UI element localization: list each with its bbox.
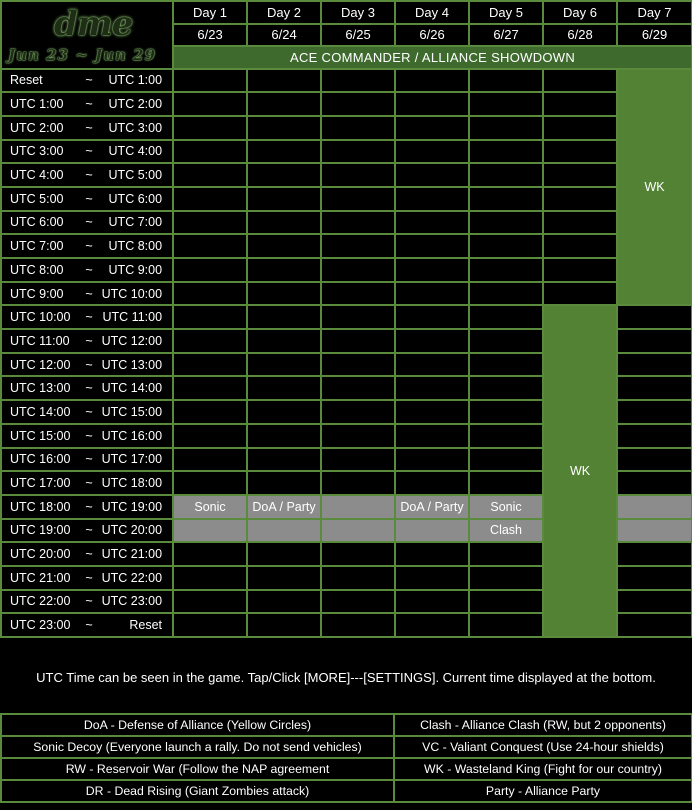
date-header: 6/26	[395, 24, 469, 47]
time-slot-row	[1, 163, 692, 187]
day-header: Day 4	[395, 1, 469, 24]
slot-separator: ~	[79, 258, 99, 282]
empty-cell	[247, 590, 321, 614]
empty-cell	[321, 424, 395, 448]
empty-cell	[173, 353, 247, 377]
empty-cell	[395, 69, 469, 93]
empty-cell	[173, 590, 247, 614]
slot-separator: ~	[79, 282, 99, 306]
empty-cell	[617, 424, 692, 448]
legend-row	[1, 714, 692, 736]
day-header: Day 2	[247, 1, 321, 24]
event-cell	[247, 519, 321, 543]
slot-separator: ~	[79, 542, 99, 566]
slot-separator: ~	[79, 140, 99, 164]
legend-entry: DoA - Defense of Alliance (Yellow Circles)	[1, 714, 394, 736]
empty-cell	[173, 163, 247, 187]
empty-cell	[321, 69, 395, 93]
legend-row	[1, 758, 692, 780]
empty-cell	[469, 613, 543, 637]
wasteland-king-block: WK	[543, 305, 617, 637]
empty-cell	[543, 234, 617, 258]
empty-cell	[617, 613, 692, 637]
empty-cell	[395, 424, 469, 448]
date-header: 6/25	[321, 24, 395, 47]
time-slot-row	[1, 305, 692, 329]
empty-cell	[173, 305, 247, 329]
slot-end-time: UTC 19:00	[99, 495, 173, 519]
empty-cell	[395, 116, 469, 140]
empty-cell	[469, 305, 543, 329]
empty-cell	[321, 353, 395, 377]
event-cell: Clash	[469, 519, 543, 543]
empty-cell	[469, 590, 543, 614]
empty-cell	[173, 376, 247, 400]
slot-start-time: UTC 19:00	[1, 519, 79, 543]
time-slot-row	[1, 92, 692, 116]
event-cell	[321, 519, 395, 543]
empty-cell	[395, 329, 469, 353]
slot-end-time: UTC 1:00	[99, 69, 173, 93]
empty-cell	[469, 116, 543, 140]
empty-cell	[321, 116, 395, 140]
empty-cell	[617, 448, 692, 472]
slot-end-time: UTC 18:00	[99, 471, 173, 495]
legend-entry: RW - Reservoir War (Follow the NAP agreement	[1, 758, 394, 780]
slot-start-time: UTC 10:00	[1, 305, 79, 329]
empty-cell	[247, 376, 321, 400]
empty-cell	[173, 258, 247, 282]
slot-start-time: UTC 22:00	[1, 590, 79, 614]
slot-end-time: UTC 22:00	[99, 566, 173, 590]
empty-cell	[247, 613, 321, 637]
empty-cell	[395, 613, 469, 637]
empty-cell	[395, 211, 469, 235]
slot-separator: ~	[79, 211, 99, 235]
slot-separator: ~	[79, 424, 99, 448]
empty-cell	[395, 566, 469, 590]
empty-cell	[247, 69, 321, 93]
empty-cell	[395, 258, 469, 282]
slot-separator: ~	[79, 163, 99, 187]
slot-separator: ~	[79, 92, 99, 116]
empty-cell	[469, 329, 543, 353]
empty-cell	[173, 116, 247, 140]
event-cell	[617, 519, 692, 543]
slot-start-time: UTC 23:00	[1, 613, 79, 637]
empty-cell	[173, 282, 247, 306]
slot-end-time: UTC 23:00	[99, 590, 173, 614]
slot-separator: ~	[79, 69, 99, 93]
empty-cell	[321, 282, 395, 306]
date-header: 6/23	[173, 24, 247, 47]
wasteland-king-block: WK	[617, 69, 692, 306]
empty-cell	[617, 566, 692, 590]
day-header: Day 3	[321, 1, 395, 24]
slot-start-time: UTC 5:00	[1, 187, 79, 211]
empty-cell	[321, 258, 395, 282]
empty-cell	[173, 400, 247, 424]
empty-cell	[617, 400, 692, 424]
empty-cell	[321, 163, 395, 187]
time-slot-rows	[1, 69, 692, 638]
empty-cell	[321, 566, 395, 590]
event-banner: ACE COMMANDER / ALLIANCE SHOWDOWN	[173, 46, 692, 69]
empty-cell	[395, 163, 469, 187]
slot-separator: ~	[79, 448, 99, 472]
event-cell	[173, 519, 247, 543]
slot-start-time: UTC 9:00	[1, 282, 79, 306]
empty-cell	[247, 424, 321, 448]
time-slot-row	[1, 211, 692, 235]
slot-start-time: UTC 4:00	[1, 163, 79, 187]
empty-cell	[469, 542, 543, 566]
legend-entry: Party - Alliance Party	[394, 780, 692, 802]
empty-cell	[173, 471, 247, 495]
slot-end-time: UTC 2:00	[99, 92, 173, 116]
slot-start-time: UTC 8:00	[1, 258, 79, 282]
empty-cell	[321, 187, 395, 211]
event-cell: DoA / Party	[395, 495, 469, 519]
day-header: Day 7	[617, 1, 692, 24]
date-header: 6/24	[247, 24, 321, 47]
empty-cell	[395, 400, 469, 424]
empty-cell	[247, 329, 321, 353]
empty-cell	[395, 542, 469, 566]
empty-cell	[173, 542, 247, 566]
slot-start-time: UTC 6:00	[1, 211, 79, 235]
empty-cell	[543, 187, 617, 211]
slot-separator: ~	[79, 187, 99, 211]
empty-cell	[395, 471, 469, 495]
slot-end-time: UTC 5:00	[99, 163, 173, 187]
slot-separator: ~	[79, 329, 99, 353]
empty-cell	[173, 234, 247, 258]
slot-end-time: UTC 7:00	[99, 211, 173, 235]
slot-start-time: UTC 14:00	[1, 400, 79, 424]
empty-cell	[247, 92, 321, 116]
slot-end-time: Reset	[99, 613, 173, 637]
empty-cell	[173, 448, 247, 472]
slot-start-time: UTC 11:00	[1, 329, 79, 353]
empty-cell	[469, 258, 543, 282]
slot-end-time: UTC 16:00	[99, 424, 173, 448]
empty-cell	[469, 92, 543, 116]
time-slot-row	[1, 234, 692, 258]
legend-row	[1, 736, 692, 758]
slot-separator: ~	[79, 613, 99, 637]
empty-cell	[543, 69, 617, 93]
slot-start-time: Reset	[1, 69, 79, 93]
empty-cell	[543, 163, 617, 187]
slot-end-time: UTC 20:00	[99, 519, 173, 543]
empty-cell	[321, 211, 395, 235]
empty-cell	[321, 471, 395, 495]
slot-start-time: UTC 15:00	[1, 424, 79, 448]
empty-cell	[247, 140, 321, 164]
empty-cell	[469, 424, 543, 448]
slot-start-time: UTC 20:00	[1, 542, 79, 566]
empty-cell	[395, 590, 469, 614]
empty-cell	[543, 282, 617, 306]
empty-cell	[247, 448, 321, 472]
empty-cell	[469, 211, 543, 235]
event-cell	[321, 495, 395, 519]
empty-cell	[247, 542, 321, 566]
empty-cell	[173, 92, 247, 116]
empty-cell	[469, 282, 543, 306]
logo	[1, 1, 173, 69]
empty-cell	[395, 353, 469, 377]
slot-start-time: UTC 17:00	[1, 471, 79, 495]
empty-cell	[617, 590, 692, 614]
empty-cell	[469, 234, 543, 258]
utc-note: UTC Time can be seen in the game. Tap/Click [MORE]---[SETTINGS]. Current time displayed at the bottom.	[36, 670, 656, 685]
empty-cell	[469, 448, 543, 472]
legend-entry: Sonic Decoy (Everyone launch a rally. Do not send vehicles)	[1, 736, 394, 758]
empty-cell	[247, 258, 321, 282]
empty-cell	[617, 471, 692, 495]
day-header: Day 5	[469, 1, 543, 24]
empty-cell	[247, 163, 321, 187]
legend-entry: DR - Dead Rising (Giant Zombies attack)	[1, 780, 394, 802]
slot-end-time: UTC 3:00	[99, 116, 173, 140]
empty-cell	[321, 376, 395, 400]
legend-rows	[1, 714, 692, 802]
slot-separator: ~	[79, 590, 99, 614]
legend-table	[0, 713, 692, 803]
empty-cell	[543, 258, 617, 282]
empty-cell	[247, 305, 321, 329]
empty-cell	[173, 424, 247, 448]
slot-separator: ~	[79, 566, 99, 590]
empty-cell	[173, 187, 247, 211]
slot-end-time: UTC 12:00	[99, 329, 173, 353]
slot-end-time: UTC 4:00	[99, 140, 173, 164]
slot-end-time: UTC 10:00	[99, 282, 173, 306]
empty-cell	[469, 376, 543, 400]
empty-cell	[469, 566, 543, 590]
empty-cell	[395, 282, 469, 306]
empty-cell	[247, 234, 321, 258]
empty-cell	[247, 353, 321, 377]
empty-cell	[395, 448, 469, 472]
empty-cell	[469, 353, 543, 377]
empty-cell	[321, 92, 395, 116]
slot-start-time: UTC 13:00	[1, 376, 79, 400]
empty-cell	[321, 613, 395, 637]
empty-cell	[173, 329, 247, 353]
slot-end-time: UTC 8:00	[99, 234, 173, 258]
empty-cell	[395, 305, 469, 329]
empty-cell	[321, 305, 395, 329]
slot-start-time: UTC 18:00	[1, 495, 79, 519]
event-cell: Sonic	[173, 495, 247, 519]
slot-separator: ~	[79, 353, 99, 377]
slot-end-time: UTC 6:00	[99, 187, 173, 211]
time-slot-row	[1, 116, 692, 140]
empty-cell	[469, 140, 543, 164]
empty-cell	[395, 140, 469, 164]
day-header-row	[1, 1, 692, 24]
empty-cell	[617, 305, 692, 329]
time-slot-row	[1, 282, 692, 306]
event-cell	[617, 495, 692, 519]
slot-start-time: UTC 21:00	[1, 566, 79, 590]
empty-cell	[395, 92, 469, 116]
empty-cell	[469, 400, 543, 424]
empty-cell	[247, 400, 321, 424]
empty-cell	[617, 376, 692, 400]
empty-cell	[469, 187, 543, 211]
empty-cell	[321, 448, 395, 472]
event-cell: DoA / Party	[247, 495, 321, 519]
time-slot-row	[1, 187, 692, 211]
empty-cell	[395, 234, 469, 258]
time-slot-row	[1, 140, 692, 164]
slot-end-time: UTC 14:00	[99, 376, 173, 400]
empty-cell	[543, 92, 617, 116]
empty-cell	[617, 329, 692, 353]
slot-separator: ~	[79, 519, 99, 543]
empty-cell	[247, 187, 321, 211]
slot-end-time: UTC 21:00	[99, 542, 173, 566]
empty-cell	[469, 471, 543, 495]
slot-end-time: UTC 17:00	[99, 448, 173, 472]
legend-entry: WK - Wasteland King (Fight for our country)	[394, 758, 692, 780]
empty-cell	[321, 234, 395, 258]
empty-cell	[321, 542, 395, 566]
event-cell	[395, 519, 469, 543]
slot-end-time: UTC 11:00	[99, 305, 173, 329]
date-header: 6/28	[543, 24, 617, 47]
empty-cell	[173, 211, 247, 235]
slot-separator: ~	[79, 471, 99, 495]
empty-cell	[469, 163, 543, 187]
slot-separator: ~	[79, 495, 99, 519]
empty-cell	[321, 590, 395, 614]
empty-cell	[173, 69, 247, 93]
empty-cell	[247, 471, 321, 495]
empty-cell	[543, 140, 617, 164]
day-header: Day 6	[543, 1, 617, 24]
empty-cell	[617, 353, 692, 377]
day-header: Day 1	[173, 1, 247, 24]
empty-cell	[395, 376, 469, 400]
empty-cell	[247, 282, 321, 306]
slot-end-time: UTC 9:00	[99, 258, 173, 282]
legend-entry: Clash - Alliance Clash (RW, but 2 opponents)	[394, 714, 692, 736]
slot-separator: ~	[79, 376, 99, 400]
slot-start-time: UTC 16:00	[1, 448, 79, 472]
empty-cell	[247, 116, 321, 140]
slot-separator: ~	[79, 234, 99, 258]
empty-cell	[173, 140, 247, 164]
empty-cell	[247, 211, 321, 235]
slot-start-time: UTC 3:00	[1, 140, 79, 164]
slot-separator: ~	[79, 305, 99, 329]
date-header: 6/27	[469, 24, 543, 47]
slot-separator: ~	[79, 116, 99, 140]
empty-cell	[543, 116, 617, 140]
slot-start-time: UTC 7:00	[1, 234, 79, 258]
event-cell: Sonic	[469, 495, 543, 519]
empty-cell	[543, 211, 617, 235]
empty-cell	[395, 187, 469, 211]
logo-dates: Jun 23 ~ Jun 29	[8, 46, 157, 64]
slot-end-time: UTC 13:00	[99, 353, 173, 377]
slot-start-time: UTC 1:00	[1, 92, 79, 116]
legend-entry: VC - Valiant Conquest (Use 24-hour shields)	[394, 736, 692, 758]
slot-start-time: UTC 12:00	[1, 353, 79, 377]
empty-cell	[321, 140, 395, 164]
logo-brand: dme	[54, 4, 133, 44]
empty-cell	[173, 613, 247, 637]
legend-row	[1, 780, 692, 802]
time-slot-row	[1, 258, 692, 282]
slot-separator: ~	[79, 400, 99, 424]
empty-cell	[321, 400, 395, 424]
slot-start-time: UTC 2:00	[1, 116, 79, 140]
empty-cell	[247, 566, 321, 590]
date-header: 6/29	[617, 24, 692, 47]
empty-cell	[173, 566, 247, 590]
empty-cell	[469, 69, 543, 93]
time-slot-row	[1, 69, 692, 93]
empty-cell	[617, 542, 692, 566]
slot-end-time: UTC 15:00	[99, 400, 173, 424]
empty-cell	[321, 329, 395, 353]
